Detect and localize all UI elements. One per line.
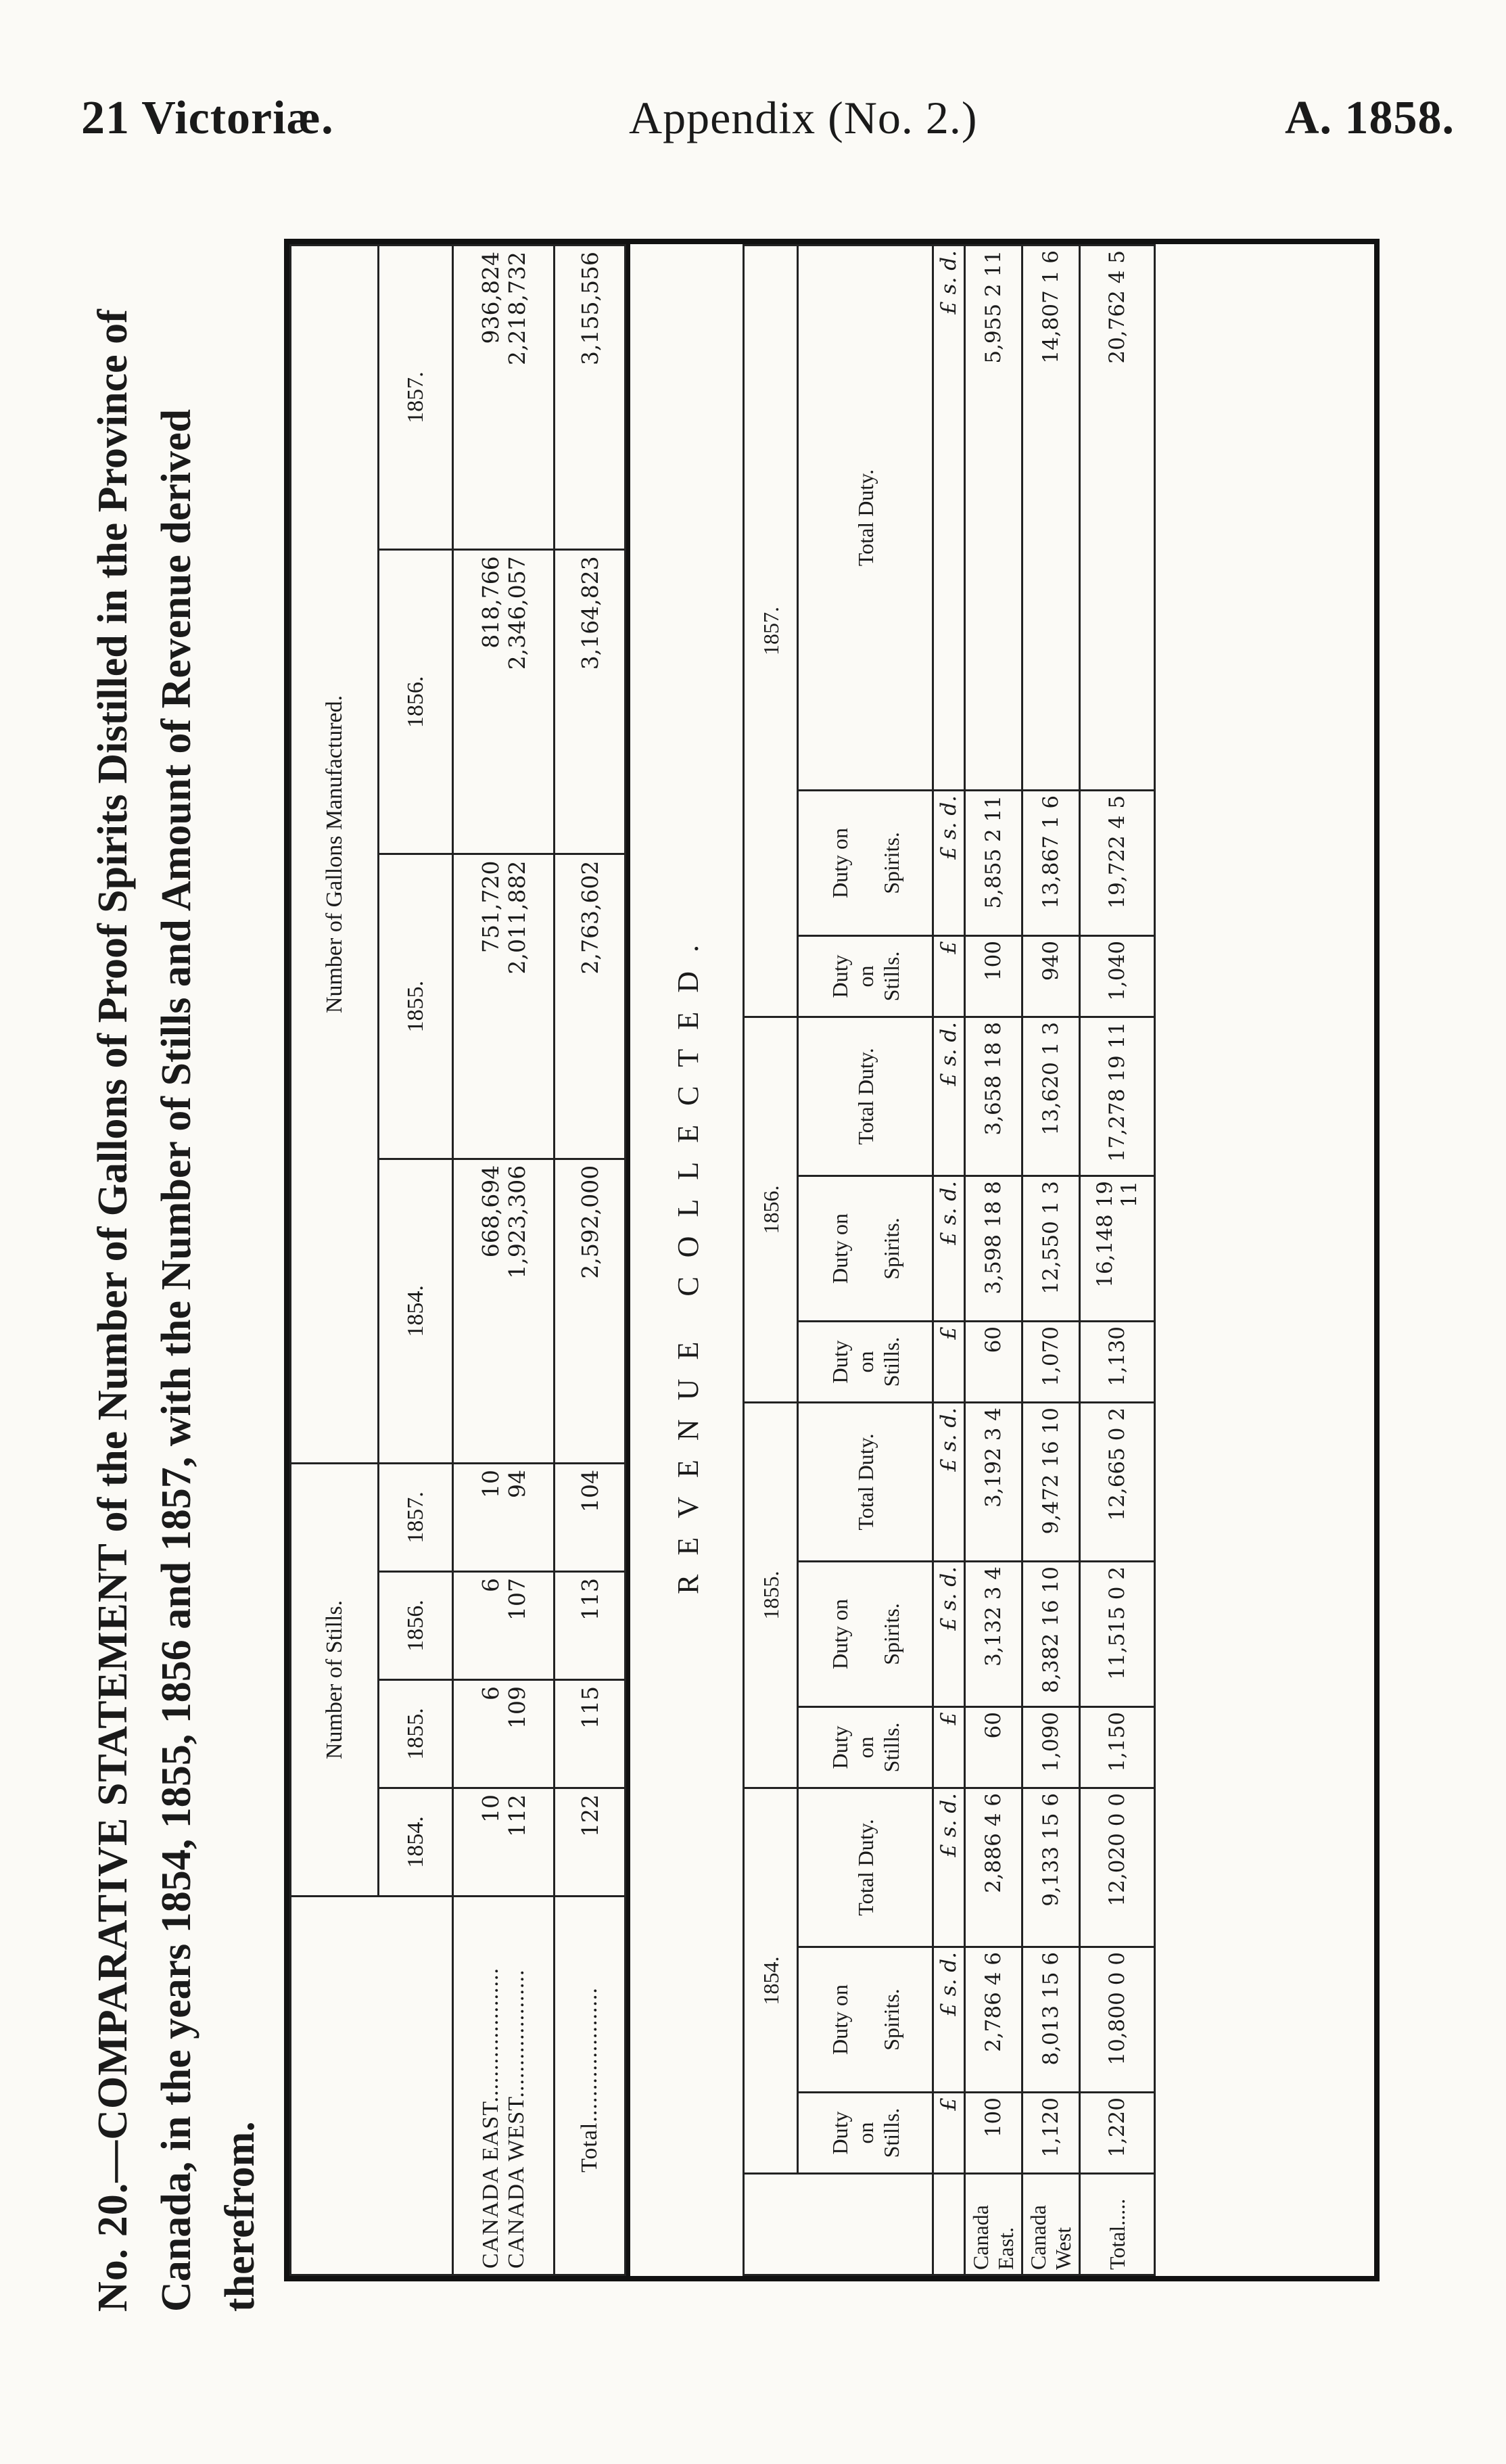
- row-label: Total.....: [1080, 2174, 1155, 2275]
- unit-spirits: £ s. d.: [933, 1561, 965, 1706]
- revenue-cell: 1,150: [1080, 1706, 1155, 1788]
- revenue-year-header: 1855.: [744, 1402, 798, 1788]
- stills-year-header: 1856.: [379, 1572, 453, 1680]
- revenue-cell: 8,382 16 10: [1022, 1561, 1080, 1706]
- revenue-cell: 8,013 15 6: [1022, 1947, 1080, 2093]
- revenue-cell: 1,120: [1022, 2093, 1080, 2174]
- gallons-total: 3,164,823: [555, 550, 626, 854]
- revenue-cell: 100: [965, 2093, 1022, 2174]
- gallons-total: 2,592,000: [555, 1159, 626, 1463]
- statement-frame: [284, 239, 1380, 2281]
- revenue-cell: 940: [1022, 935, 1080, 1017]
- stills-cell: 10 94: [453, 1463, 555, 1571]
- gallons-total: 2,763,602: [555, 854, 626, 1159]
- gallons-cell: 818,766 2,346,057: [453, 550, 555, 854]
- unit-total: £ s. d.: [933, 246, 965, 791]
- stills-cell: 6 107: [453, 1572, 555, 1680]
- total-row: [555, 246, 626, 2275]
- blank-corner: [291, 1897, 453, 2275]
- unit-total: £ s. d.: [933, 1788, 965, 1947]
- table-row: [965, 246, 1022, 2275]
- gallons-year-header: 1854.: [379, 1159, 453, 1463]
- revenue-cell: 12,665 0 2: [1080, 1402, 1155, 1561]
- gallons-total: 3,155,556: [555, 246, 626, 550]
- revenue-cell: 1,130: [1080, 1321, 1155, 1402]
- revenue-cell: 20,762 4 5: [1080, 246, 1155, 791]
- revenue-cell: 3,132 3 4: [965, 1561, 1022, 1706]
- unit-spirits: £ s. d.: [933, 790, 965, 935]
- duty-on-stills-header: Duty on Stills.: [798, 1706, 933, 1788]
- unit-spirits: £ s. d.: [933, 1947, 965, 2093]
- duty-on-stills-header: Duty on Stills.: [798, 1321, 933, 1402]
- total-row: [1080, 246, 1155, 2275]
- duty-on-spirits-header: Duty on Spirits.: [798, 1176, 933, 1321]
- revenue-cell: 9,472 16 10: [1022, 1402, 1080, 1561]
- unit-stills: £: [933, 1706, 965, 1788]
- revenue-heading: REVENUE COLLECTED.: [626, 244, 743, 2276]
- duty-on-spirits-header: Duty on Spirits.: [798, 790, 933, 935]
- revenue-cell: 100: [965, 935, 1022, 1017]
- stills-year-header: 1857.: [379, 1463, 453, 1571]
- unit-spirits: £ s. d.: [933, 1176, 965, 1321]
- revenue-cell: 19,722 4 5: [1080, 790, 1155, 935]
- units-row: [933, 246, 965, 2275]
- revenue-cell: 5,955 2 11: [965, 246, 1022, 791]
- revenue-table: [743, 244, 1156, 2276]
- stills-year-header: 1855.: [379, 1680, 453, 1788]
- revenue-cell: 60: [965, 1706, 1022, 1788]
- stills-cell: 6 109: [453, 1680, 555, 1788]
- unit-stills: £: [933, 1321, 965, 1402]
- group-stills-header: Number of Stills.: [291, 1463, 379, 1896]
- total-duty-header: Total Duty.: [798, 1402, 933, 1561]
- unit-stills: £: [933, 2093, 965, 2174]
- revenue-cell: 3,658 18 8: [965, 1017, 1022, 1176]
- stills-total: 113: [555, 1572, 626, 1680]
- revenue-cell: 60: [965, 1321, 1022, 1402]
- total-label: Total.....................: [555, 1897, 626, 2275]
- revenue-cell: 12,550 1 3: [1022, 1176, 1080, 1321]
- revenue-cell: 17,278 19 11: [1080, 1017, 1155, 1176]
- revenue-cell: 2,786 4 6: [965, 1947, 1022, 2093]
- gallons-cell: 668,694 1,923,306: [453, 1159, 555, 1463]
- table-row: [1022, 246, 1080, 2275]
- row-label: CANADA EAST..................... CANADA WEST....................: [453, 1897, 555, 2275]
- revenue-cell: 9,133 15 6: [1022, 1788, 1080, 1947]
- total-duty-header: Total Duty.: [798, 1788, 933, 1947]
- gallons-cell: 936,824 2,218,732: [453, 246, 555, 550]
- revenue-cell: 12,020 0 0: [1080, 1788, 1155, 1947]
- gallons-year-header: 1855.: [379, 854, 453, 1159]
- revenue-cell: 13,867 1 6: [1022, 790, 1080, 935]
- revenue-cell: 3,598 18 8: [965, 1176, 1022, 1321]
- duty-on-spirits-header: Duty on Spirits.: [798, 1947, 933, 2093]
- revenue-cell: 16,148 19 11: [1080, 1176, 1155, 1321]
- units-label: [933, 2174, 965, 2275]
- row-label: Canada West: [1022, 2174, 1080, 2275]
- revenue-cell: 2,886 4 6: [965, 1788, 1022, 1947]
- revenue-cell: 13,620 1 3: [1022, 1017, 1080, 1176]
- statement-description: of the Number of Gallons of Proof Spirits Distilled in the Province of Canada, in the years 1854, 1855, 1856 and 1857, with the Number of Stills and Amount of Revenue derived therefrom.: [90, 309, 263, 2312]
- revenue-year-header: 1857.: [744, 246, 798, 1017]
- blank-corner: [744, 2174, 933, 2275]
- duty-on-stills-header: Duty on Stills.: [798, 2093, 933, 2174]
- revenue-cell: 10,800 0 0: [1080, 1947, 1155, 2093]
- gallons-year-header: 1856.: [379, 550, 453, 854]
- gallons-year-header: 1857.: [379, 246, 453, 550]
- total-duty-header: Total Duty.: [798, 246, 933, 791]
- unit-total: £ s. d.: [933, 1402, 965, 1561]
- total-duty-header: Total Duty.: [798, 1017, 933, 1176]
- header-year: A. 1858.: [1285, 92, 1455, 144]
- revenue-cell: 14,807 1 6: [1022, 246, 1080, 791]
- statement-number: No. 20.—COMPARATIVE STATEMENT: [90, 1542, 136, 2312]
- stills-cell: 10 112: [453, 1788, 555, 1897]
- gallons-cell: 751,720 2,011,882: [453, 854, 555, 1159]
- unit-total: £ s. d.: [933, 1017, 965, 1176]
- table-row: [453, 246, 555, 2275]
- revenue-cell: 1,070: [1022, 1321, 1080, 1402]
- revenue-cell: 3,192 3 4: [965, 1402, 1022, 1561]
- revenue-cell: 1,040: [1080, 935, 1155, 1017]
- revenue-year-header: 1854.: [744, 1788, 798, 2173]
- revenue-year-header: 1856.: [744, 1017, 798, 1402]
- rotated-page-content: [0, 164, 1393, 2464]
- stills-year-header: 1854.: [379, 1788, 453, 1897]
- stills-total: 115: [555, 1680, 626, 1788]
- revenue-cell: 1,220: [1080, 2093, 1155, 2174]
- stills-total: 104: [555, 1463, 626, 1571]
- header-session: 21 Victoriæ.: [81, 92, 334, 144]
- revenue-cell: 11,515 0 2: [1080, 1561, 1155, 1706]
- row-label: Canada East.: [965, 2174, 1022, 2275]
- statement-title: [81, 249, 272, 2312]
- header-appendix: Appendix (No. 2.): [629, 92, 978, 143]
- duty-on-stills-header: Duty on Stills.: [798, 935, 933, 1017]
- unit-stills: £: [933, 935, 965, 1017]
- stills-total: 122: [555, 1788, 626, 1897]
- revenue-cell: 5,855 2 11: [965, 790, 1022, 935]
- revenue-cell: 1,090: [1022, 1706, 1080, 1788]
- group-gallons-header: Number of Gallons Manufactured.: [291, 246, 379, 1464]
- stills-gallons-table: [289, 244, 626, 2276]
- duty-on-spirits-header: Duty on Spirits.: [798, 1561, 933, 1706]
